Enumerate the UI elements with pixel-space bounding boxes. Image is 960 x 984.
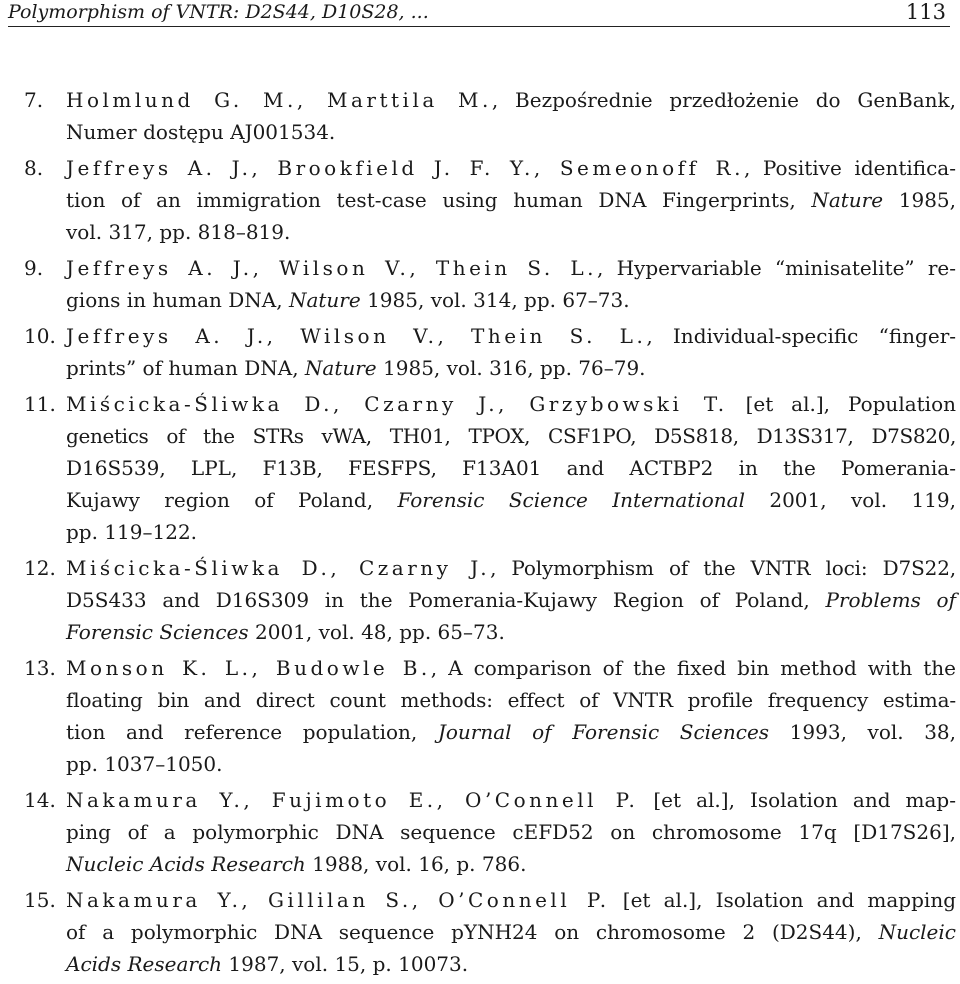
reference-authors: Nakamura Y., Gillilan S., O’Connell P. [66, 888, 610, 912]
reference-journal: Problems of [825, 588, 957, 612]
reference-line [66, 948, 956, 980]
reference-line [66, 184, 956, 216]
reference-line [66, 516, 956, 548]
reference-line [66, 916, 956, 948]
reference-authors: Jeffreys A. J., Brookfield J. F. Y., Semeonoff R. [66, 156, 744, 180]
reference-item [24, 320, 956, 384]
reference-line [66, 216, 956, 248]
reference-journal: Nucleic [878, 920, 956, 944]
reference-text: 1988, vol. 16, p. 786. [305, 852, 527, 876]
reference-text: floating bin and direct count methods: effect of VNTR profile frequency estima- [66, 688, 956, 712]
reference-item [24, 884, 956, 980]
reference-item [24, 784, 956, 880]
reference-text: 2001, vol. 119, [744, 488, 957, 512]
reference-item [24, 84, 956, 148]
reference-line [66, 388, 956, 420]
reference-journal: Journal of Forensic Sciences [437, 720, 770, 744]
reference-text: prints” of human DNA, [66, 356, 305, 380]
reference-text: [et al.], Population [727, 392, 956, 416]
reference-journal: Forensic Science International [397, 488, 745, 512]
reference-number: 8. [24, 156, 44, 180]
reference-journal: Nucleic Acids Research [66, 852, 306, 876]
reference-text: of a polymorphic DNA sequence pYNH24 on chromosome 2 (D2S44), [66, 920, 879, 944]
reference-text: 1985, [883, 188, 956, 212]
reference-line [66, 84, 956, 116]
reference-text: 2001, vol. 48, pp. 65–73. [248, 620, 505, 644]
reference-journal: Forensic Sciences [66, 620, 249, 644]
reference-authors: Monson K. L., Budowle B. [66, 656, 431, 680]
reference-text: , Polymorphism of the VNTR loci: D7S22, [490, 556, 956, 580]
reference-number: 15. [24, 888, 56, 912]
reference-list [24, 84, 956, 984]
reference-text: gions in human DNA, [66, 288, 289, 312]
reference-text: vol. 317, pp. 818–819. [66, 220, 291, 244]
page-header [8, 0, 950, 27]
reference-authors: Nakamura Y., Fujimoto E., O’Connell P. [66, 788, 639, 812]
reference-text: 1985, vol. 316, pp. 76–79. [376, 356, 646, 380]
reference-text: D5S433 and D16S309 in the Pomerania-Kujawy Region of Poland, [66, 588, 826, 612]
reference-text: D16S539, LPL, F13B, FESFPS, F13A01 and ACTBP2 in the Pomerania- [66, 456, 956, 480]
reference-text: [et al.], Isolation and mapping [609, 888, 956, 912]
reference-text: , Bezpośrednie przedłożenie do GenBank, [491, 88, 957, 112]
reference-item [24, 152, 956, 248]
reference-journal: Acids Research [66, 952, 223, 976]
reference-text: 1987, vol. 15, p. 10073. [222, 952, 469, 976]
reference-line [66, 884, 956, 916]
reference-line [66, 584, 956, 616]
reference-item [24, 252, 956, 316]
reference-line [66, 116, 956, 148]
reference-text: Kujawy region of Poland, [66, 488, 398, 512]
reference-item [24, 552, 956, 648]
reference-line [66, 152, 956, 184]
reference-line [66, 252, 956, 284]
reference-number: 13. [24, 656, 56, 680]
reference-text: tion and reference population, [66, 720, 438, 744]
reference-text: pp. 1037–1050. [66, 752, 223, 776]
reference-line [66, 352, 956, 384]
reference-text: , Hypervariable “minisatelite” re- [597, 256, 956, 280]
reference-authors: Jeffreys A. J., Wilson V., Thein S. L. [66, 256, 598, 280]
reference-authors: Miścicka-Śliwka D., Czarny J., Grzybowski T. [66, 392, 728, 416]
reference-item [24, 388, 956, 548]
reference-line [66, 616, 956, 648]
reference-line [66, 848, 956, 880]
reference-line [66, 716, 956, 748]
reference-item [24, 652, 956, 780]
reference-text: Numer dostępu AJ001534. [66, 120, 336, 144]
reference-text: genetics of the STRs vWA, TH01, TPOX, CSF1PO, D5S818, D13S317, D7S820, [66, 424, 956, 448]
reference-line [66, 748, 956, 780]
reference-line [66, 452, 956, 484]
reference-number: 14. [24, 788, 56, 812]
reference-number: 9. [24, 256, 44, 280]
reference-line [66, 284, 956, 316]
reference-line [66, 484, 956, 516]
running-title: Polymorphism of VNTR: D2S44, D10S28, ... [8, 1, 429, 23]
reference-journal: Nature [811, 188, 884, 212]
reference-authors: Miścicka-Śliwka D., Czarny J. [66, 556, 491, 580]
reference-line [66, 420, 956, 452]
reference-number: 7. [24, 88, 44, 112]
reference-line [66, 816, 956, 848]
reference-line [66, 652, 956, 684]
reference-text: tion of an immigration test-case using human DNA Fingerprints, [66, 188, 812, 212]
reference-text: , A comparison of the fixed bin method with the [430, 656, 956, 680]
reference-text: , Individual-specific “finger- [646, 324, 957, 348]
reference-text: [et al.], Isolation and map- [638, 788, 956, 812]
reference-text: pp. 119–122. [66, 520, 198, 544]
reference-line [66, 320, 956, 352]
reference-number: 10. [24, 324, 56, 348]
page-number: 113 [905, 0, 946, 24]
reference-line [66, 684, 956, 716]
reference-journal: Nature [304, 356, 377, 380]
reference-text: , Positive identifica- [743, 156, 956, 180]
reference-authors: Holmlund G. M., Marttila M. [66, 88, 492, 112]
reference-line [66, 784, 956, 816]
reference-journal: Nature [288, 288, 361, 312]
reference-text: 1985, vol. 314, pp. 67–73. [360, 288, 630, 312]
reference-number: 11. [24, 392, 56, 416]
reference-text: ping of a polymorphic DNA sequence cEFD52 on chromosome 17q [D17S26], [66, 820, 956, 844]
reference-number: 12. [24, 556, 56, 580]
reference-line [66, 552, 956, 584]
reference-text: 1993, vol. 38, [769, 720, 957, 744]
reference-authors: Jeffreys A. J., Wilson V., Thein S. L. [66, 324, 647, 348]
